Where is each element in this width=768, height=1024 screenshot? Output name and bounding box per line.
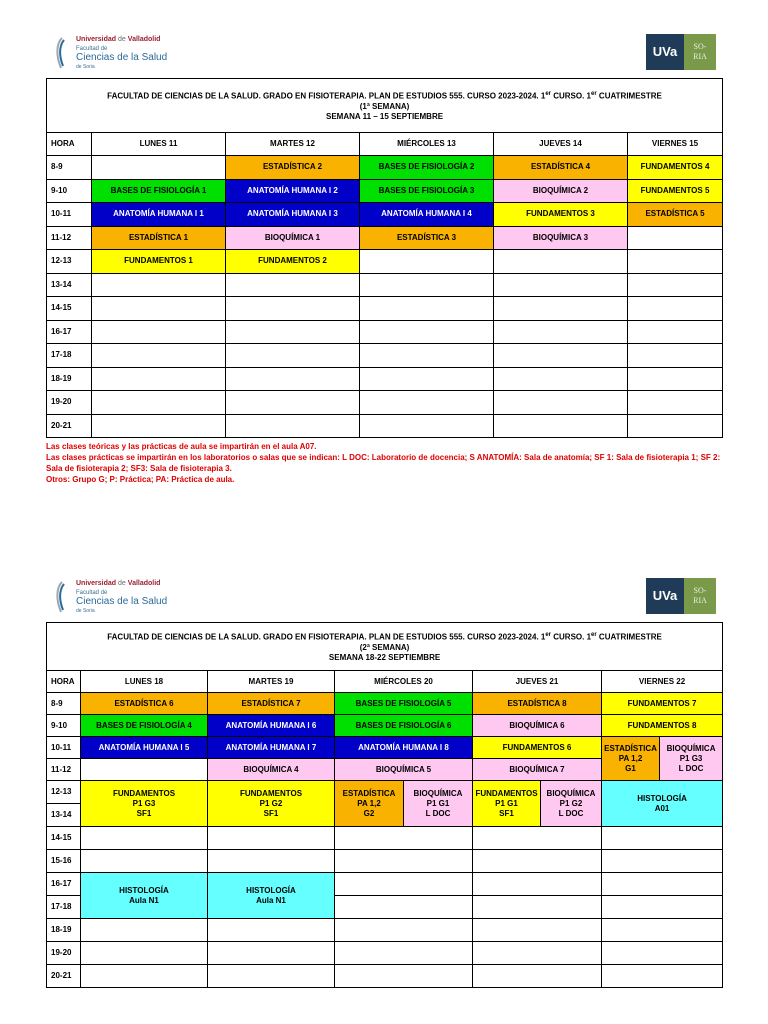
class-cell: BIOQUÍMICA 7: [473, 759, 602, 781]
empty-cell: [360, 320, 494, 344]
soria-mark: SO- RIA: [684, 34, 716, 70]
schedule-table-week1: [46, 78, 723, 438]
class-cell: FUNDAMENTOS 3: [494, 203, 628, 227]
fac-line1: Facultad de: [76, 590, 108, 596]
header-hora: HORA: [47, 671, 81, 693]
table-row: [47, 737, 723, 759]
hora-cell: 8-9: [47, 156, 92, 180]
table-row: [47, 827, 723, 850]
class-cell: FUNDAMENTOS 5: [628, 179, 723, 203]
class-cell: ESTADÍSTICA 8: [473, 693, 602, 715]
empty-cell: [628, 226, 723, 250]
empty-cell: [494, 344, 628, 368]
soria-mark: SO- RIA: [684, 578, 716, 614]
class-cell: BIOQUÍMICA 1: [226, 226, 360, 250]
table-row: [47, 414, 723, 438]
class-cell: BIOQUÍMICA 4: [208, 759, 335, 781]
empty-cell: [628, 320, 723, 344]
class-cell: BIOQUÍMICA P1 G2 L DOC: [541, 781, 602, 827]
table-row: [47, 344, 723, 368]
hora-cell: 13-14: [47, 273, 92, 297]
class-cell: FUNDAMENTOS P1 G2 SF1: [208, 781, 335, 827]
fac-line1: Facultad de: [76, 46, 108, 52]
table-row: [47, 179, 723, 203]
fac-line3: de Soria: [76, 64, 95, 70]
empty-cell: [226, 344, 360, 368]
table-row: [47, 781, 723, 804]
fac-line3: de Soria: [76, 608, 95, 614]
empty-cell: [494, 250, 628, 274]
hora-cell: 20-21: [47, 414, 92, 438]
class-cell: ESTADÍSTICA PA 1,2 G1: [602, 737, 660, 781]
hora-cell: 10-11: [47, 203, 92, 227]
empty-cell: [494, 391, 628, 415]
table-row: [47, 226, 723, 250]
class-cell: BASES DE FISIOLOGÍA 2: [360, 156, 494, 180]
faculty-logo: [52, 578, 212, 616]
empty-cell: [92, 344, 226, 368]
hora-cell: 10-11: [47, 737, 81, 759]
class-cell: FUNDAMENTOS 8: [602, 715, 723, 737]
class-cell: ANATOMÍA HUMANA I 8: [335, 737, 473, 759]
class-cell: ESTADÍSTICA 6: [81, 693, 208, 715]
uva-mark: UVa: [646, 34, 684, 70]
hora-cell: 17-18: [47, 896, 81, 919]
table-row: [47, 156, 723, 180]
hora-cell: 11-12: [47, 226, 92, 250]
class-cell: BASES DE FISIOLOGÍA 6: [335, 715, 473, 737]
empty-cell: [92, 391, 226, 415]
empty-cell: [226, 297, 360, 321]
header-day: LUNES 11: [92, 133, 226, 156]
uva-logo: [646, 578, 716, 614]
empty-cell: [360, 344, 494, 368]
empty-cell: [628, 367, 723, 391]
header-day: VIERNES 15: [628, 133, 723, 156]
table-row: [47, 320, 723, 344]
empty-cell: [494, 414, 628, 438]
table-row: [47, 919, 723, 942]
hora-cell: 20-21: [47, 965, 81, 988]
class-cell: FUNDAMENTOS 4: [628, 156, 723, 180]
empty-cell: [494, 367, 628, 391]
hora-cell: 17-18: [47, 344, 92, 368]
header-hora: HORA: [47, 133, 92, 156]
faculty-emblem-icon: [52, 580, 72, 614]
hora-cell: 8-9: [47, 693, 81, 715]
header-row: [47, 671, 723, 693]
class-cell: FUNDAMENTOS 6: [473, 737, 602, 759]
schedule-week1: [46, 78, 722, 438]
empty-cell: [628, 250, 723, 274]
class-cell: BIOQUÍMICA 6: [473, 715, 602, 737]
header-day: LUNES 18: [81, 671, 208, 693]
hora-cell: 13-14: [47, 804, 81, 827]
hora-cell: 9-10: [47, 715, 81, 737]
table-row: [47, 250, 723, 274]
univ-name: Universidad de Valladolid: [76, 580, 161, 587]
empty-cell: [92, 414, 226, 438]
empty-cell: [226, 367, 360, 391]
empty-cell: [360, 367, 494, 391]
empty-cell: [226, 273, 360, 297]
empty-cell: [360, 250, 494, 274]
hora-cell: 14-15: [47, 827, 81, 850]
empty-cell: [92, 273, 226, 297]
class-cell: ESTADÍSTICA 7: [208, 693, 335, 715]
table-row: [47, 942, 723, 965]
header-day: MARTES 19: [208, 671, 335, 693]
hora-cell: 18-19: [47, 367, 92, 391]
faculty-emblem-icon: [52, 36, 72, 70]
class-cell: ANATOMÍA HUMANA I 2: [226, 179, 360, 203]
header-day: JUEVES 14: [494, 133, 628, 156]
empty-cell: [628, 273, 723, 297]
table-row: [47, 715, 723, 737]
fac-line2: Ciencias de la Salud: [76, 52, 168, 63]
empty-cell: [92, 156, 226, 180]
class-cell: ESTADÍSTICA PA 1,2 G2: [335, 781, 404, 827]
empty-cell: [494, 273, 628, 297]
class-cell: ESTADÍSTICA 3: [360, 226, 494, 250]
table-row: [47, 273, 723, 297]
empty-cell: [226, 414, 360, 438]
class-cell: HISTOLOGÍA A01: [602, 781, 723, 827]
empty-cell: [494, 320, 628, 344]
empty-cell: [628, 391, 723, 415]
class-cell: BASES DE FISIOLOGÍA 5: [335, 693, 473, 715]
hora-cell: 19-20: [47, 391, 92, 415]
header-day: VIERNES 22: [602, 671, 723, 693]
table-row: [47, 203, 723, 227]
header-day: JUEVES 21: [473, 671, 602, 693]
class-cell: BASES DE FISIOLOGÍA 3: [360, 179, 494, 203]
schedule-week2: [46, 622, 722, 988]
class-cell: BIOQUÍMICA 2: [494, 179, 628, 203]
header-week2: [46, 578, 722, 616]
class-cell: ESTADÍSTICA 5: [628, 203, 723, 227]
class-cell: BIOQUÍMICA 5: [335, 759, 473, 781]
header-day: MIÉRCOLES 20: [335, 671, 473, 693]
class-cell: FUNDAMENTOS 2: [226, 250, 360, 274]
table-row: [47, 693, 723, 715]
hora-cell: 15-16: [47, 850, 81, 873]
hora-cell: 19-20: [47, 942, 81, 965]
header-day: MIÉRCOLES 13: [360, 133, 494, 156]
header-day: MARTES 12: [226, 133, 360, 156]
hora-cell: 14-15: [47, 297, 92, 321]
empty-cell: [494, 297, 628, 321]
class-cell: FUNDAMENTOS 1: [92, 250, 226, 274]
class-cell: HISTOLOGÍA Aula N1: [208, 873, 335, 919]
empty-cell: [360, 391, 494, 415]
table-row: [47, 391, 723, 415]
uva-logo: [646, 34, 716, 70]
empty-cell: [226, 391, 360, 415]
empty-cell: [628, 344, 723, 368]
class-cell: FUNDAMENTOS 7: [602, 693, 723, 715]
faculty-logo: [52, 34, 212, 72]
class-cell: ANATOMÍA HUMANA I 4: [360, 203, 494, 227]
table-title: FACULTAD DE CIENCIAS DE LA SALUD. GRADO EN FISIOTERAPIA. PLAN DE ESTUDIOS 555. CURSO 2023-2024. 1er CURSO. 1er CUATRIMESTRE (2ª SEMANA) SEMANA 18-22 SEPTIEMBRE: [47, 623, 723, 671]
empty-cell: [360, 414, 494, 438]
class-cell: ANATOMÍA HUMANA I 7: [208, 737, 335, 759]
class-cell: ANATOMÍA HUMANA I 6: [208, 715, 335, 737]
class-cell: BIOQUÍMICA P1 G1 L DOC: [404, 781, 473, 827]
note-line: Otros: Grupo G; P: Práctica; PA: Práctica de aula.: [46, 475, 235, 484]
empty-cell: [92, 320, 226, 344]
class-cell: ESTADÍSTICA 4: [494, 156, 628, 180]
class-cell: BASES DE FISIOLOGÍA 4: [81, 715, 208, 737]
hora-cell: 16-17: [47, 873, 81, 896]
empty-cell: [92, 297, 226, 321]
table-row: [47, 850, 723, 873]
class-cell: BIOQUÍMICA P1 G3 L DOC: [660, 737, 723, 781]
empty-cell: [360, 297, 494, 321]
note-line: Las clases teóricas y las prácticas de aula se impartirán en el aula A07.: [46, 442, 317, 451]
hora-cell: 9-10: [47, 179, 92, 203]
class-cell: HISTOLOGÍA Aula N1: [81, 873, 208, 919]
hora-cell: 11-12: [47, 759, 81, 781]
hora-cell: 18-19: [47, 919, 81, 942]
univ-name: Universidad de Valladolid: [76, 36, 161, 43]
header-week1: [46, 34, 722, 72]
class-cell: ESTADÍSTICA 1: [92, 226, 226, 250]
class-cell: ANATOMÍA HUMANA I 3: [226, 203, 360, 227]
class-cell: FUNDAMENTOS P1 G3 SF1: [81, 781, 208, 827]
empty-cell: [226, 320, 360, 344]
uva-mark: UVa: [646, 578, 684, 614]
hora-cell: 16-17: [47, 320, 92, 344]
hora-cell: 12-13: [47, 250, 92, 274]
class-cell: ESTADÍSTICA 2: [226, 156, 360, 180]
schedule-table-week2: [46, 622, 723, 988]
empty-cell: [92, 367, 226, 391]
note-line: Las clases prácticas se impartirán en los laboratorios o salas que se indican: L DOC: Laboratorio de docencia; S ANATOMÍA: Sala de anatomía; SF 1: Sala de fisioterapia 1; SF 2: Sala de fisioterapia 2; SF3: Sala de fisioterapia 3.: [46, 453, 721, 473]
table-row: [47, 965, 723, 988]
table-row: [47, 297, 723, 321]
table-row: [47, 367, 723, 391]
hora-cell: 12-13: [47, 781, 81, 804]
fac-line2: Ciencias de la Salud: [76, 596, 168, 607]
empty-cell: [628, 414, 723, 438]
empty-cell: [360, 273, 494, 297]
table-title: FACULTAD DE CIENCIAS DE LA SALUD. GRADO EN FISIOTERAPIA. PLAN DE ESTUDIOS 555. CURSO 2023-2024. 1er CURSO. 1er CUATRIMESTRE (1ª SEMANA) SEMANA 11 – 15 SEPTIEMBRE: [47, 79, 723, 133]
notes-week1: [46, 441, 722, 485]
class-cell: FUNDAMENTOS P1 G1 SF1: [473, 781, 541, 827]
class-cell: ANATOMÍA HUMANA I 5: [81, 737, 208, 759]
empty-cell: [81, 759, 208, 781]
class-cell: ANATOMÍA HUMANA I 1: [92, 203, 226, 227]
header-row: [47, 133, 723, 156]
empty-cell: [628, 297, 723, 321]
table-row: [47, 873, 723, 896]
class-cell: BASES DE FISIOLOGÍA 1: [92, 179, 226, 203]
class-cell: BIOQUÍMICA 3: [494, 226, 628, 250]
